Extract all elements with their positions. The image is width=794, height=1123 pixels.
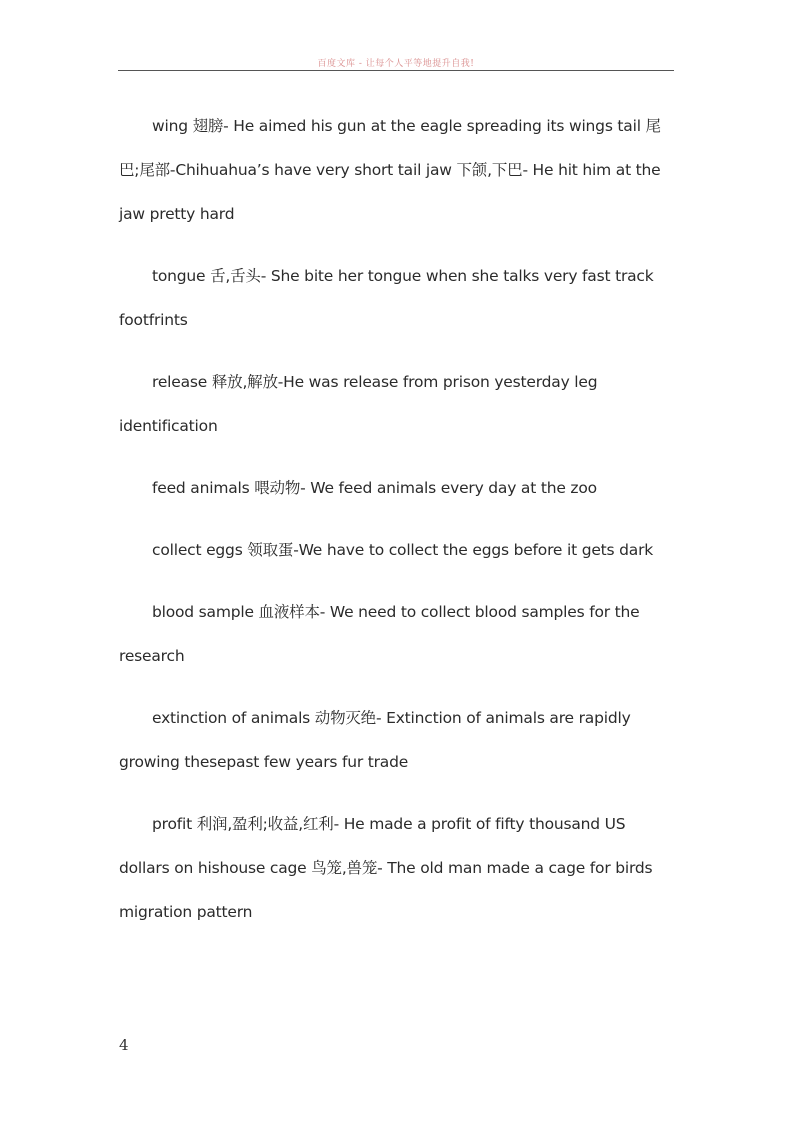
paragraph-blood-sample: blood sample 血液样本- We need to collect blood samples for the research xyxy=(119,603,640,665)
paragraph-collect-eggs: collect eggs 领取蛋-We have to collect the eggs before it gets dark xyxy=(152,541,654,559)
document-body xyxy=(119,104,679,952)
page-header: 百度文库 - 让每个人平等地提升自我! xyxy=(317,59,475,69)
header-divider xyxy=(118,70,674,71)
paragraph-profit: profit 利润,盈利;收益,红利- He made a profit of fifty thousand US dollars on hishouse cage 鸟笼,兽笼- The old man made a cage for birds migration pattern xyxy=(119,815,653,921)
paragraph-tongue: tongue 舌,舌头- She bite her tongue when she talks very fast track footfrints xyxy=(119,267,654,329)
paragraph-feed-animals: feed animals 喂动物- We feed animals every day at the zoo xyxy=(152,479,597,497)
paragraph-release: release 释放,解放-He was release from prison yesterday leg identification xyxy=(119,373,598,435)
paragraph-extinction: extinction of animals 动物灭绝- Extinction of animals are rapidly growing thesepast few years fur trade xyxy=(119,709,631,771)
page-number: 4 xyxy=(119,1036,129,1054)
paragraph-wing: wing 翅膀- He aimed his gun at the eagle spreading its wings tail 尾巴;尾部-Chihuahua’s have very short tail jaw 下颌,下巴- He hit him at the jaw pretty hard xyxy=(119,117,661,223)
